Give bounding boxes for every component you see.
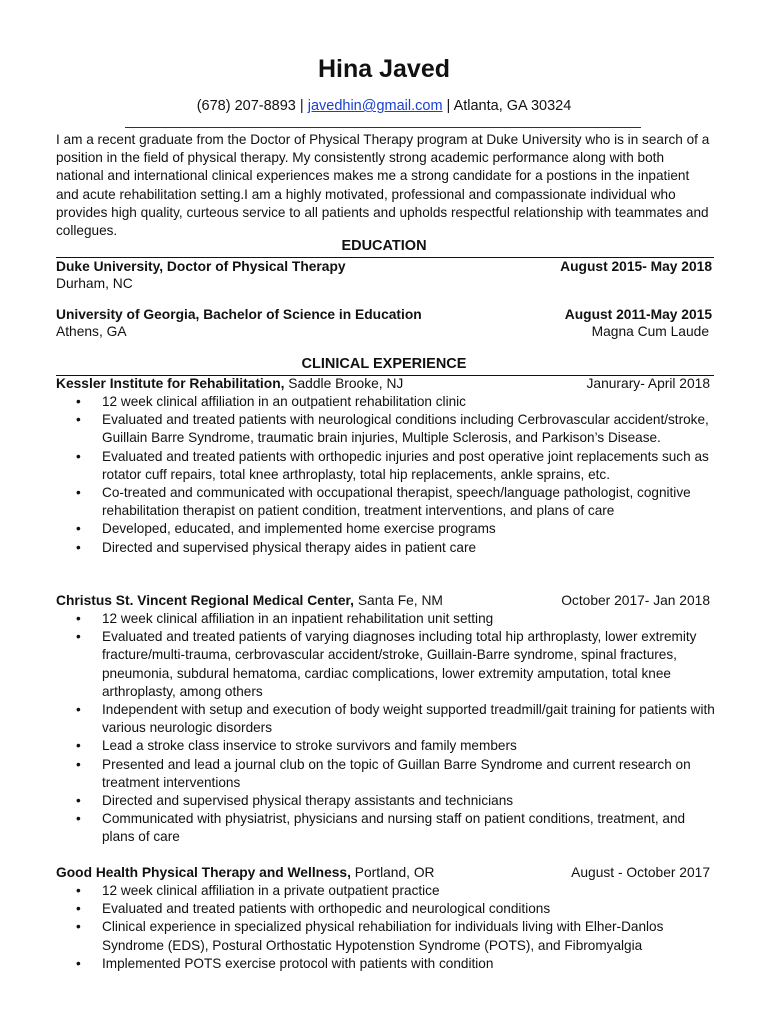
list-item: • Directed and supervised physical therapy assistants and technicians: [56, 792, 716, 810]
clinical-bullet-list: [56, 882, 716, 973]
contact-separator: |: [295, 98, 308, 114]
clinical-location: Portland, OR: [350, 865, 435, 880]
candidate-name: Hina Javed: [317, 55, 450, 83]
education-heading: EDUCATION: [341, 238, 427, 254]
list-item: • Evaluated and treated patients of varying diagnoses including total hip arthroplasty, lower extremity fracture/multi-trauma, cerbrovascular accident/stroke, Guillain-Barre syndrome, spinal fractures, pneumonia, subdural hematoma, cardiac complications, lower extremity amputation, total knee arthroplasty, among others: [56, 628, 716, 701]
education-location: Durham, NC: [56, 276, 133, 291]
email-link[interactable]: javedhin@gmail.com: [307, 98, 443, 114]
clinical-org: Kessler Institute for Rehabilitation,: [56, 376, 285, 391]
list-item: • Lead a stroke class inservice to stroke survivors and family members: [56, 737, 716, 755]
education-location: Athens, GA: [56, 324, 127, 339]
clinical-dates: October 2017- Jan 2018: [561, 593, 710, 608]
education-school: University of Georgia, Bachelor of Science in Education: [56, 307, 422, 322]
education-dates: August 2015- May 2018: [560, 259, 712, 274]
list-item: • Directed and supervised physical therapy aides in patient care: [56, 539, 716, 557]
list-item: • Presented and lead a journal club on the topic of Guillan Barre Syndrome and current research on treatment interventions: [56, 756, 716, 792]
list-item: • Evaluated and treated patients with orthopedic and neurological conditions: [56, 900, 716, 918]
clinical-bullet-list: [56, 610, 716, 847]
list-item: • Independent with setup and execution of body weight supported treadmill/gait training for patients with various neurologic disorders: [56, 701, 716, 737]
clinical-dates: Janurary- April 2018: [586, 376, 710, 391]
list-item: • 12 week clinical affiliation in an outpatient rehabilitation clinic: [56, 393, 716, 411]
education-honor: Magna Cum Laude: [591, 324, 709, 339]
contact-line: [0, 98, 768, 114]
clinical-org: Christus St. Vincent Regional Medical Center,: [56, 593, 354, 608]
list-item: • 12 week clinical affiliation in an inpatient rehabilitation unit setting: [56, 610, 716, 628]
clinical-location: Santa Fe, NM: [353, 593, 443, 608]
list-item: • Communicated with physiatrist, physicians and nursing staff on patient conditions, treatment, and plans of care: [56, 810, 716, 846]
clinical-bullet-list: [56, 393, 716, 557]
summary-paragraph: I am a recent graduate from the Doctor of Physical Therapy program at Duke University who is in search of a position in the field of physical therapy. My consistently strong academic performance along with both national and international clinical experiences makes me a strong candidate for a postions in the inpatient and acute rehabilitation setting.I am a highly motivated, professional and compassionate individual who provides high quality, curteous service to all patients and upholds respectful relationship with teammates and collegues.: [56, 132, 710, 239]
clinical-org-line: [56, 592, 443, 610]
contact-separator: |: [442, 98, 454, 114]
list-item: • Evaluated and treated patients with orthopedic injuries and post operative joint replacements such as rotator cuff repairs, total knee arthroplasty, total hip replacements, ankle sprains, etc.: [56, 448, 716, 484]
list-item: • Clinical experience in specialized physical rehabiliation for individuals living with Elher-Danlos Syndrome (EDS), Postural Orthostatic Hypotenstion Syndrome (POTS), and Fibromyalgia: [56, 918, 716, 954]
header-divider: [125, 127, 641, 128]
education-school: Duke University, Doctor of Physical Therapy: [56, 259, 346, 274]
clinical-org-line: [56, 375, 403, 393]
list-item: • Implemented POTS exercise protocol with patients with condition: [56, 955, 716, 973]
education-dates: August 2011-May 2015: [564, 307, 712, 322]
clinical-location: Saddle Brooke, NJ: [284, 376, 404, 391]
list-item: • Co-treated and communicated with occupational therapist, speech/language pathologist, cognitive rehabilitation therapist on patient condition, treatment interventions, and plans of care: [56, 484, 716, 520]
clinical-org-line: [56, 864, 435, 882]
list-item: • Developed, educated, and implemented home exercise programs: [56, 520, 716, 538]
list-item: • 12 week clinical affiliation in a private outpatient practice: [56, 882, 716, 900]
location-text: Atlanta, GA 30324: [453, 98, 572, 114]
clinical-heading: CLINICAL EXPERIENCE: [301, 356, 467, 372]
phone-number: (678) 207-8893: [196, 98, 296, 114]
clinical-org: Good Health Physical Therapy and Wellness,: [56, 865, 351, 880]
clinical-dates: August - October 2017: [571, 865, 710, 880]
list-item: • Evaluated and treated patients with neurological conditions including Cerbrovascular accident/stroke, Guillain Barre Syndrome, traumatic brain injuries, Multiple Sclerosis, and Parkison’s Disease.: [56, 411, 716, 447]
